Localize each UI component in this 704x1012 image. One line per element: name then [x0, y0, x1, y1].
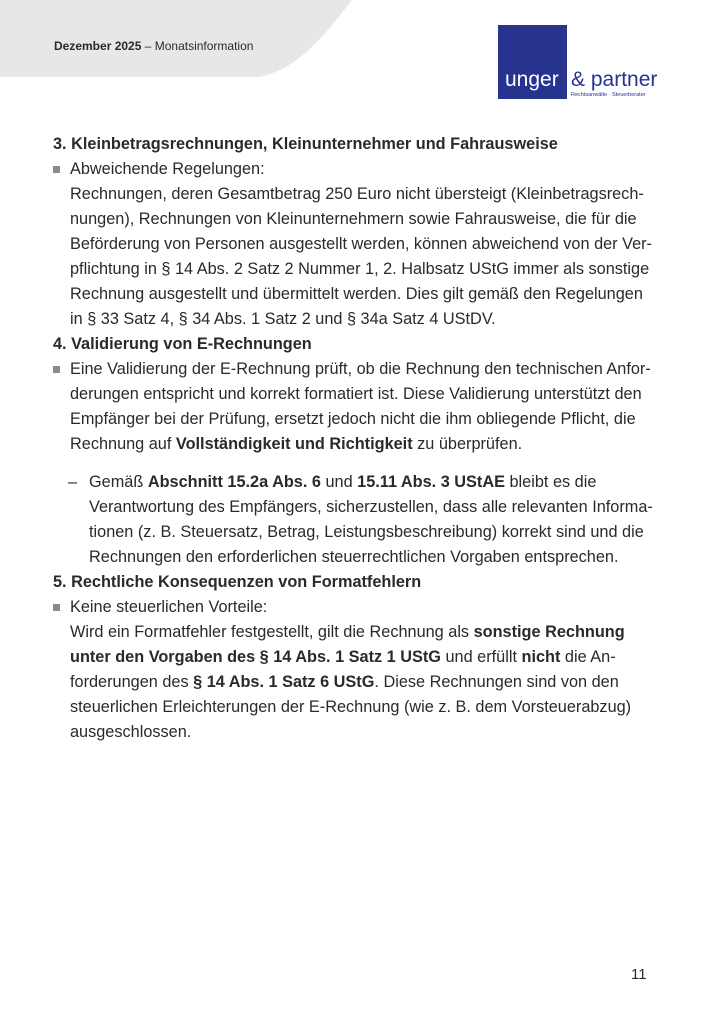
- text-line: steuerlichen Erleichterungen der E-Rechnung (wie z. B. dem Vorsteuerabzug): [70, 698, 632, 716]
- bullet-square-icon: [53, 166, 60, 173]
- bold-text: unter den Vorgaben des § 14 Abs. 1 Satz 1 UStG: [70, 648, 441, 666]
- dash-bullet: –: [68, 473, 78, 491]
- text-span: forderungen des: [70, 673, 194, 691]
- section-3-heading: 3. Kleinbetragsrechnungen, Kleinunternehmer und Fahrausweise: [53, 135, 558, 153]
- section-5-bullet: [53, 595, 653, 745]
- header-subtitle: Monatsinformation: [154, 39, 254, 53]
- section-5-bullet-label: Keine steuerlichen Vorteile:: [70, 598, 268, 616]
- bold-text: Vollständigkeit und Richtigkeit: [175, 435, 413, 453]
- logo-name-part2: & partner: [571, 68, 658, 91]
- bold-text: sonstige Rechnung: [473, 623, 625, 641]
- text-line: [89, 470, 653, 495]
- text-line: tionen (z. B. Steuersatz, Betrag, Leistungsbeschreibung) korrekt sind und die: [89, 523, 644, 541]
- document-body: [53, 132, 653, 745]
- section-5-heading: 5. Rechtliche Konsequenzen von Formatfehlern: [53, 573, 422, 591]
- header-month: Dezember 2025: [54, 39, 142, 53]
- text-span: die An-: [560, 648, 616, 666]
- text-line: Beförderung von Personen ausgestellt werden, können abweichend von der Ver-: [70, 235, 652, 253]
- section-4-heading: 4. Validierung von E-Rechnungen: [53, 335, 312, 353]
- bullet-square-icon: [53, 604, 60, 611]
- text-line: [70, 620, 653, 645]
- bullet-square-icon: [53, 366, 60, 373]
- text-line: pflichtung in § 14 Abs. 2 Satz 2 Nummer 1, 2. Halbsatz UStG immer als sonstige: [70, 260, 650, 278]
- text-line: Eine Validierung der E-Rechnung prüft, ob die Rechnung den technischen Anfor-: [70, 360, 651, 378]
- text-line: Verantwortung des Empfängers, sicherzustellen, dass alle relevanten Informa-: [89, 498, 653, 516]
- text-line: ausgeschlossen.: [70, 723, 192, 741]
- bold-text: Abschnitt 15.2a Abs. 6: [147, 473, 321, 491]
- text-line: [70, 645, 653, 670]
- section-3-bullet: [53, 157, 653, 332]
- text-line: Empfänger bei der Prüfung, ersetzt jedoch nicht die ihm obliegende Pflicht, die: [70, 410, 636, 428]
- text-span: bleibt es die: [504, 473, 597, 491]
- text-line: Rechnung ausgestellt und übermittelt werden. Dies gilt gemäß den Regelungen: [70, 285, 643, 303]
- text-line: [70, 670, 653, 695]
- text-span: Gemäß: [89, 473, 148, 491]
- section-4-bullet: [53, 357, 653, 457]
- bold-text: 15.11 Abs. 3 UStAE: [357, 473, 505, 491]
- text-span: zu überprüfen.: [412, 435, 523, 453]
- bold-text: § 14 Abs. 1 Satz 6 UStG: [193, 673, 375, 691]
- text-span: und: [320, 473, 358, 491]
- text-line: [70, 432, 653, 457]
- header-separator: –: [141, 39, 155, 53]
- text-span: . Diese Rechnungen sind von den: [374, 673, 619, 691]
- text-line: Rechnungen, deren Gesamtbetrag 250 Euro nicht übersteigt (Kleinbetragsrech-: [70, 185, 644, 203]
- text-line: derungen entspricht und korrekt formatiert ist. Diese Validierung unterstützt den: [70, 385, 642, 403]
- text-span: Rechnung auf: [70, 435, 176, 453]
- text-line: nungen), Rechnungen von Kleinunternehmern sowie Fahrausweise, die für die: [70, 210, 637, 228]
- section-3-bullet-label: Abweichende Regelungen:: [70, 160, 265, 178]
- section-4-sub-item: [53, 470, 653, 570]
- logo-tagline: Rechtsanwälte · Steuerberater: [571, 92, 646, 98]
- bold-text: nicht: [521, 648, 561, 666]
- header-text: [54, 39, 253, 53]
- text-line: in § 33 Satz 4, § 34 Abs. 1 Satz 2 und § 34a Satz 4 UStDV.: [70, 310, 496, 328]
- logo-name-part1: unger: [505, 68, 559, 91]
- text-span: und erfüllt: [440, 648, 522, 666]
- page-number: 11: [631, 966, 647, 983]
- text-span: Wird ein Formatfehler festgestellt, gilt die Rechnung als: [70, 623, 474, 641]
- text-line: Rechnungen den erforderlichen steuerrechtlichen Vorgaben entsprechen.: [89, 548, 619, 566]
